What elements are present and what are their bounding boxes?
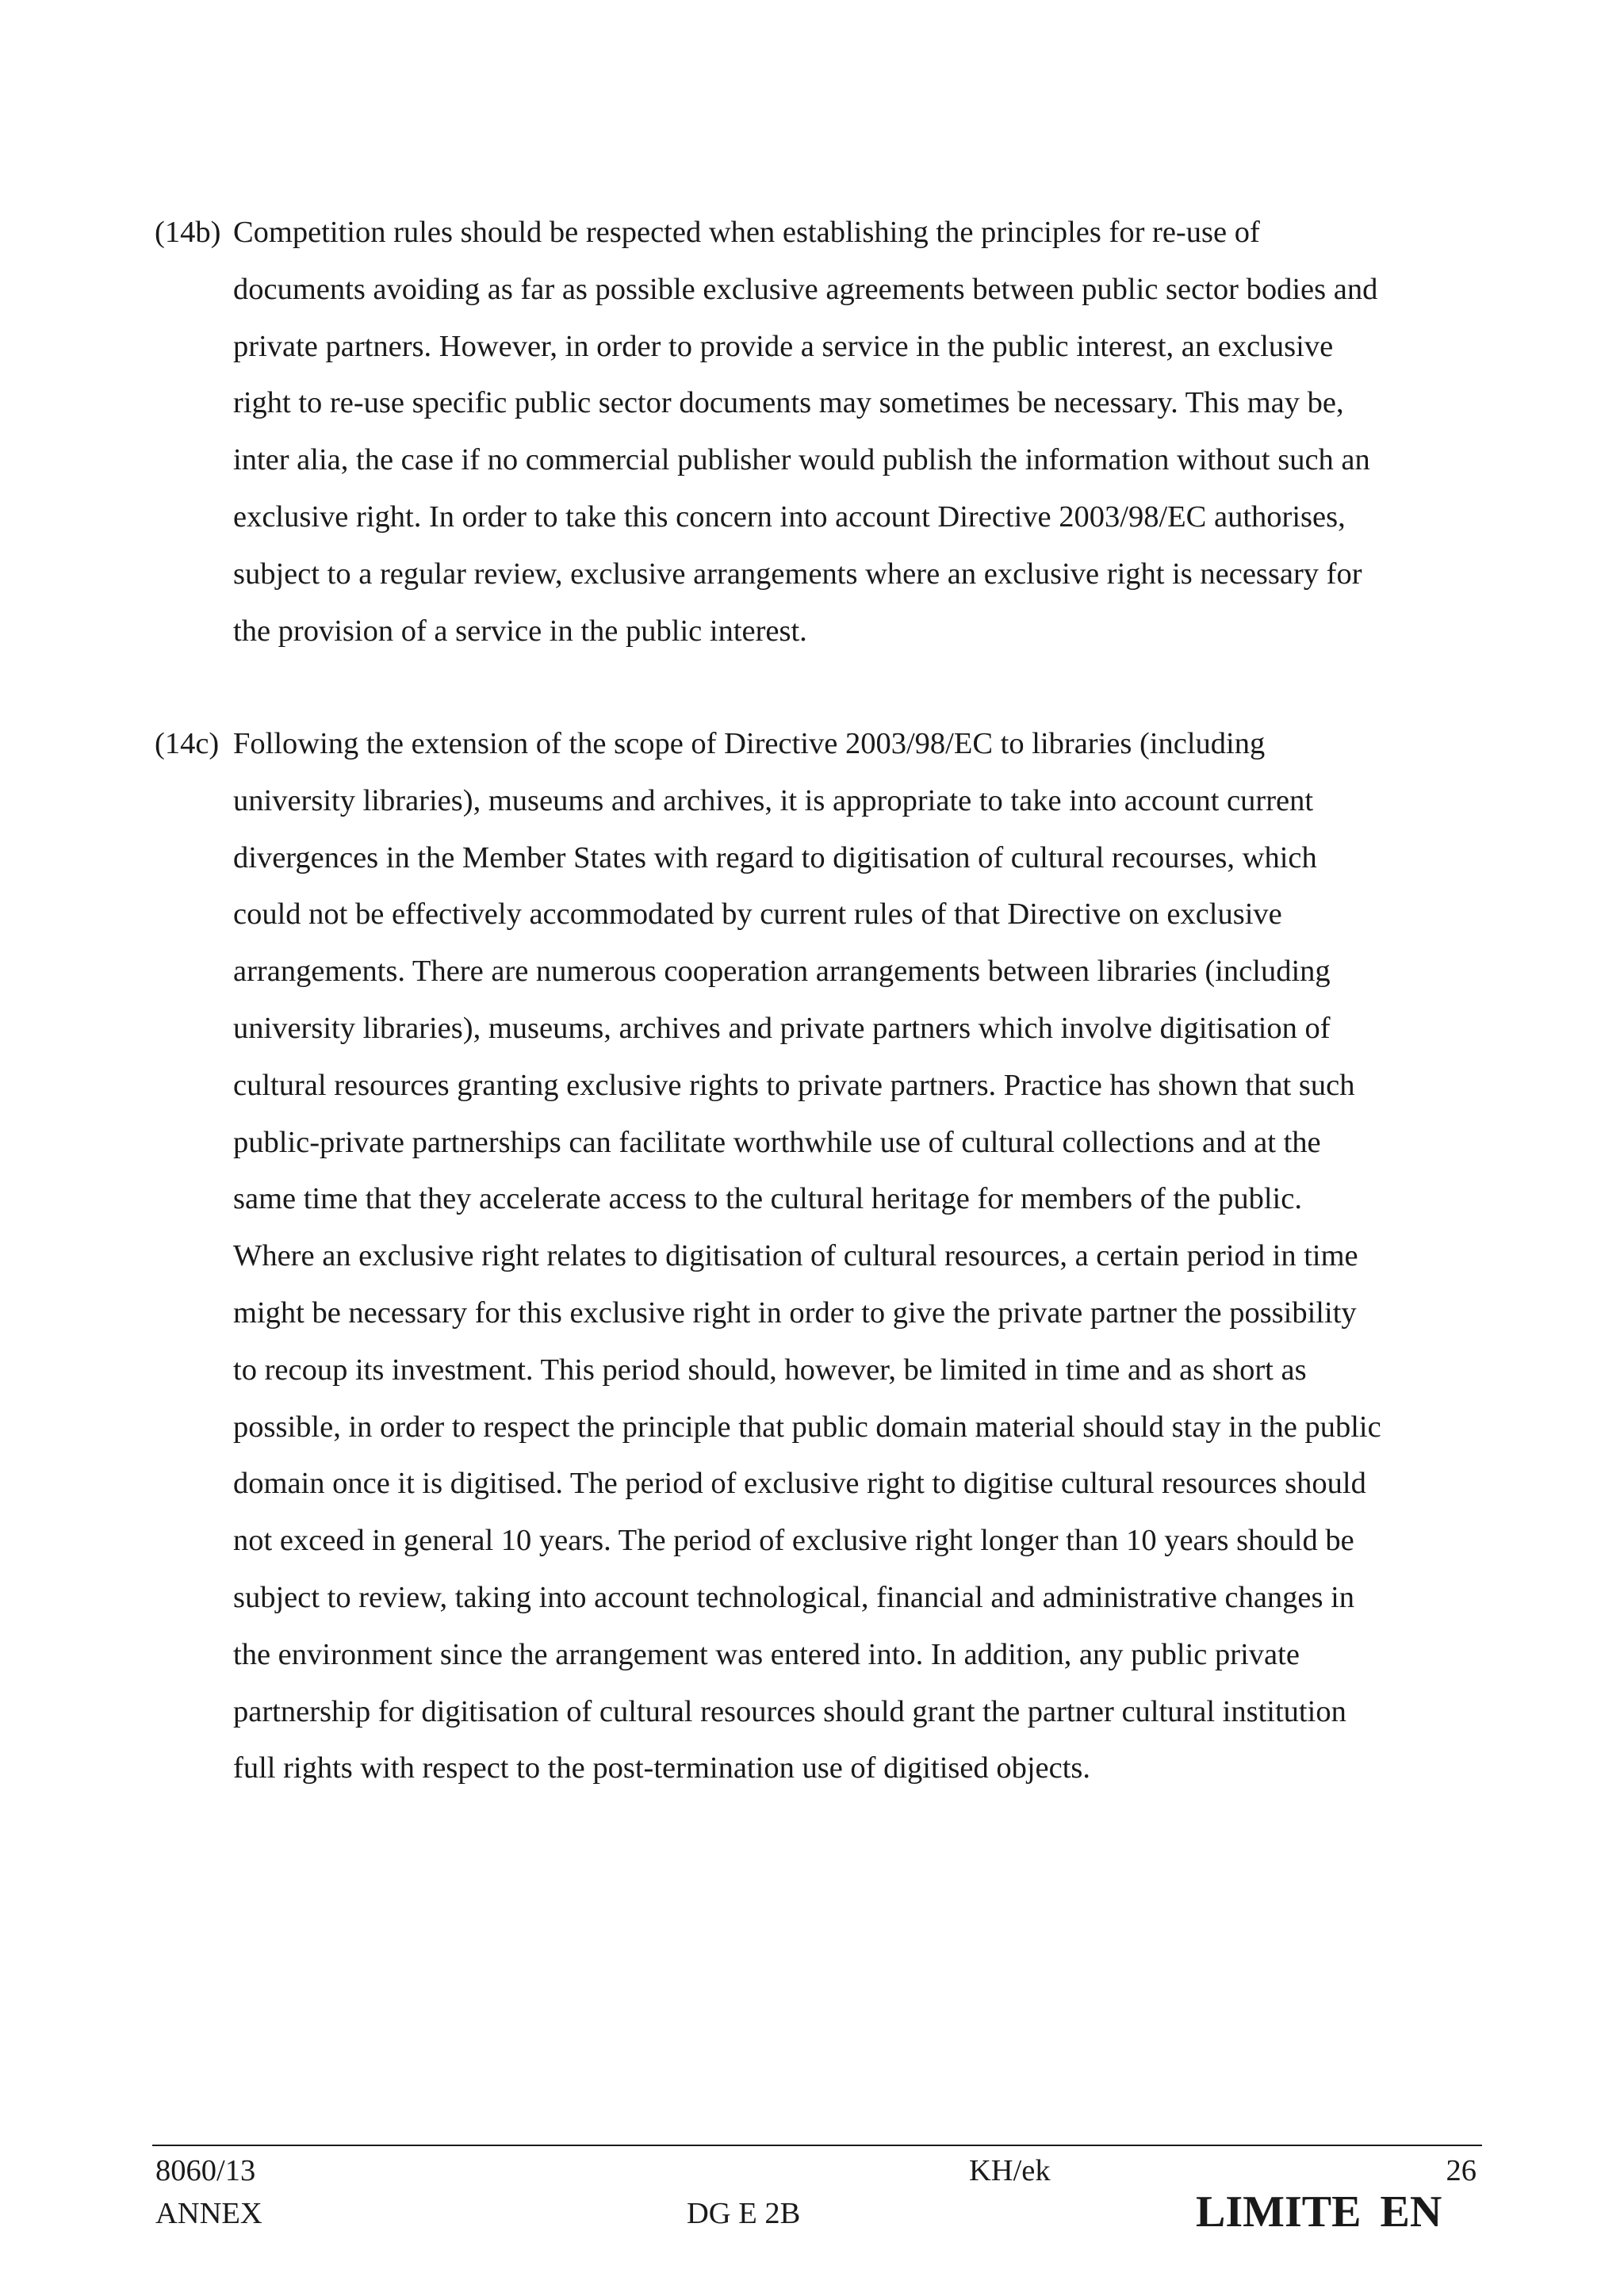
recital-line: possible, in order to respect the principle that public domain material should stay in the public [233, 1410, 1381, 1444]
recital-line: Competition rules should be respected when establishing the principles for re-use of [233, 216, 1260, 249]
recital-line: subject to a regular review, exclusive arrangements where an exclusive right is necessary for [233, 557, 1362, 591]
footer-page-number: 26 [1446, 2154, 1477, 2187]
recital-line: cultural resources granting exclusive rights to private partners. Practice has shown that such [233, 1068, 1355, 1102]
recital-line: exclusive right. In order to take this concern into account Directive 2003/98/EC authorises, [233, 499, 1346, 534]
footer-directorate: DG E 2B [687, 2197, 801, 2230]
recital-line: Following the extension of the scope of Directive 2003/98/EC to libraries (including [233, 727, 1266, 760]
recital-14c [155, 716, 1487, 1797]
recital-line: domain once it is digitised. The period of exclusive right to digitise cultural resources should [233, 1467, 1366, 1501]
recital-line: right to re-use specific public sector documents may sometimes be necessary. This may be, [233, 386, 1344, 420]
recital-line: to recoup its investment. This period should, however, be limited in time and as short as [233, 1353, 1307, 1387]
recital-line: full rights with respect to the post-termination use of digitised objects. [233, 1751, 1091, 1785]
recital-line: subject to review, taking into account technological, financial and administrative changes in [233, 1580, 1355, 1614]
recital-line: divergences in the Member States with regard to digitisation of cultural recourses, which [233, 840, 1317, 874]
recital-line: Where an exclusive right relates to digitisation of cultural resources, a certain period in time [233, 1239, 1358, 1273]
recital-line: not exceed in general 10 years. The period of exclusive right longer than 10 years should be [233, 1524, 1354, 1558]
footer-author-initials: KH/ek [969, 2154, 1051, 2187]
recital-line: the provision of a service in the public interest. [233, 614, 807, 648]
recital-line: public-private partnerships can facilitate worthwhile use of cultural collections and at the [233, 1125, 1321, 1159]
recital-line: inter alia, the case if no commercial publisher would publish the information without such an [233, 443, 1370, 477]
recital-line: university libraries), museums, archives and private partners which involve digitisation of [233, 1011, 1331, 1045]
recital-line: might be necessary for this exclusive right in order to give the private partner the possibility [233, 1295, 1357, 1330]
recital-line: documents avoiding as far as possible exclusive agreements between public sector bodies and [233, 272, 1378, 306]
recital-14b [155, 205, 1487, 660]
footer-annex-label: ANNEX [155, 2197, 262, 2230]
footer-document-reference: 8060/13 [155, 2154, 256, 2187]
recital-number: (14b) [155, 216, 221, 249]
recital-line: university libraries), museums and archives, it is appropriate to take into account current [233, 783, 1314, 817]
recital-line: the environment since the arrangement was entered into. In addition, any public private [233, 1637, 1300, 1671]
recital-line: same time that they accelerate access to the cultural heritage for members of the public. [233, 1182, 1302, 1216]
footer-divider [152, 2145, 1482, 2146]
recital-line: could not be effectively accommodated by current rules of that Directive on exclusive [233, 897, 1282, 932]
recital-line: arrangements. There are numerous cooperation arrangements between libraries (including [233, 955, 1331, 989]
recital-number: (14c) [155, 727, 220, 760]
recital-line: partnership for digitisation of cultural resources should grant the partner cultural institution [233, 1694, 1346, 1728]
recital-line: private partners. However, in order to provide a service in the public interest, an exclusive [233, 329, 1334, 363]
footer-classification: LIMITE EN [1196, 2187, 1442, 2237]
